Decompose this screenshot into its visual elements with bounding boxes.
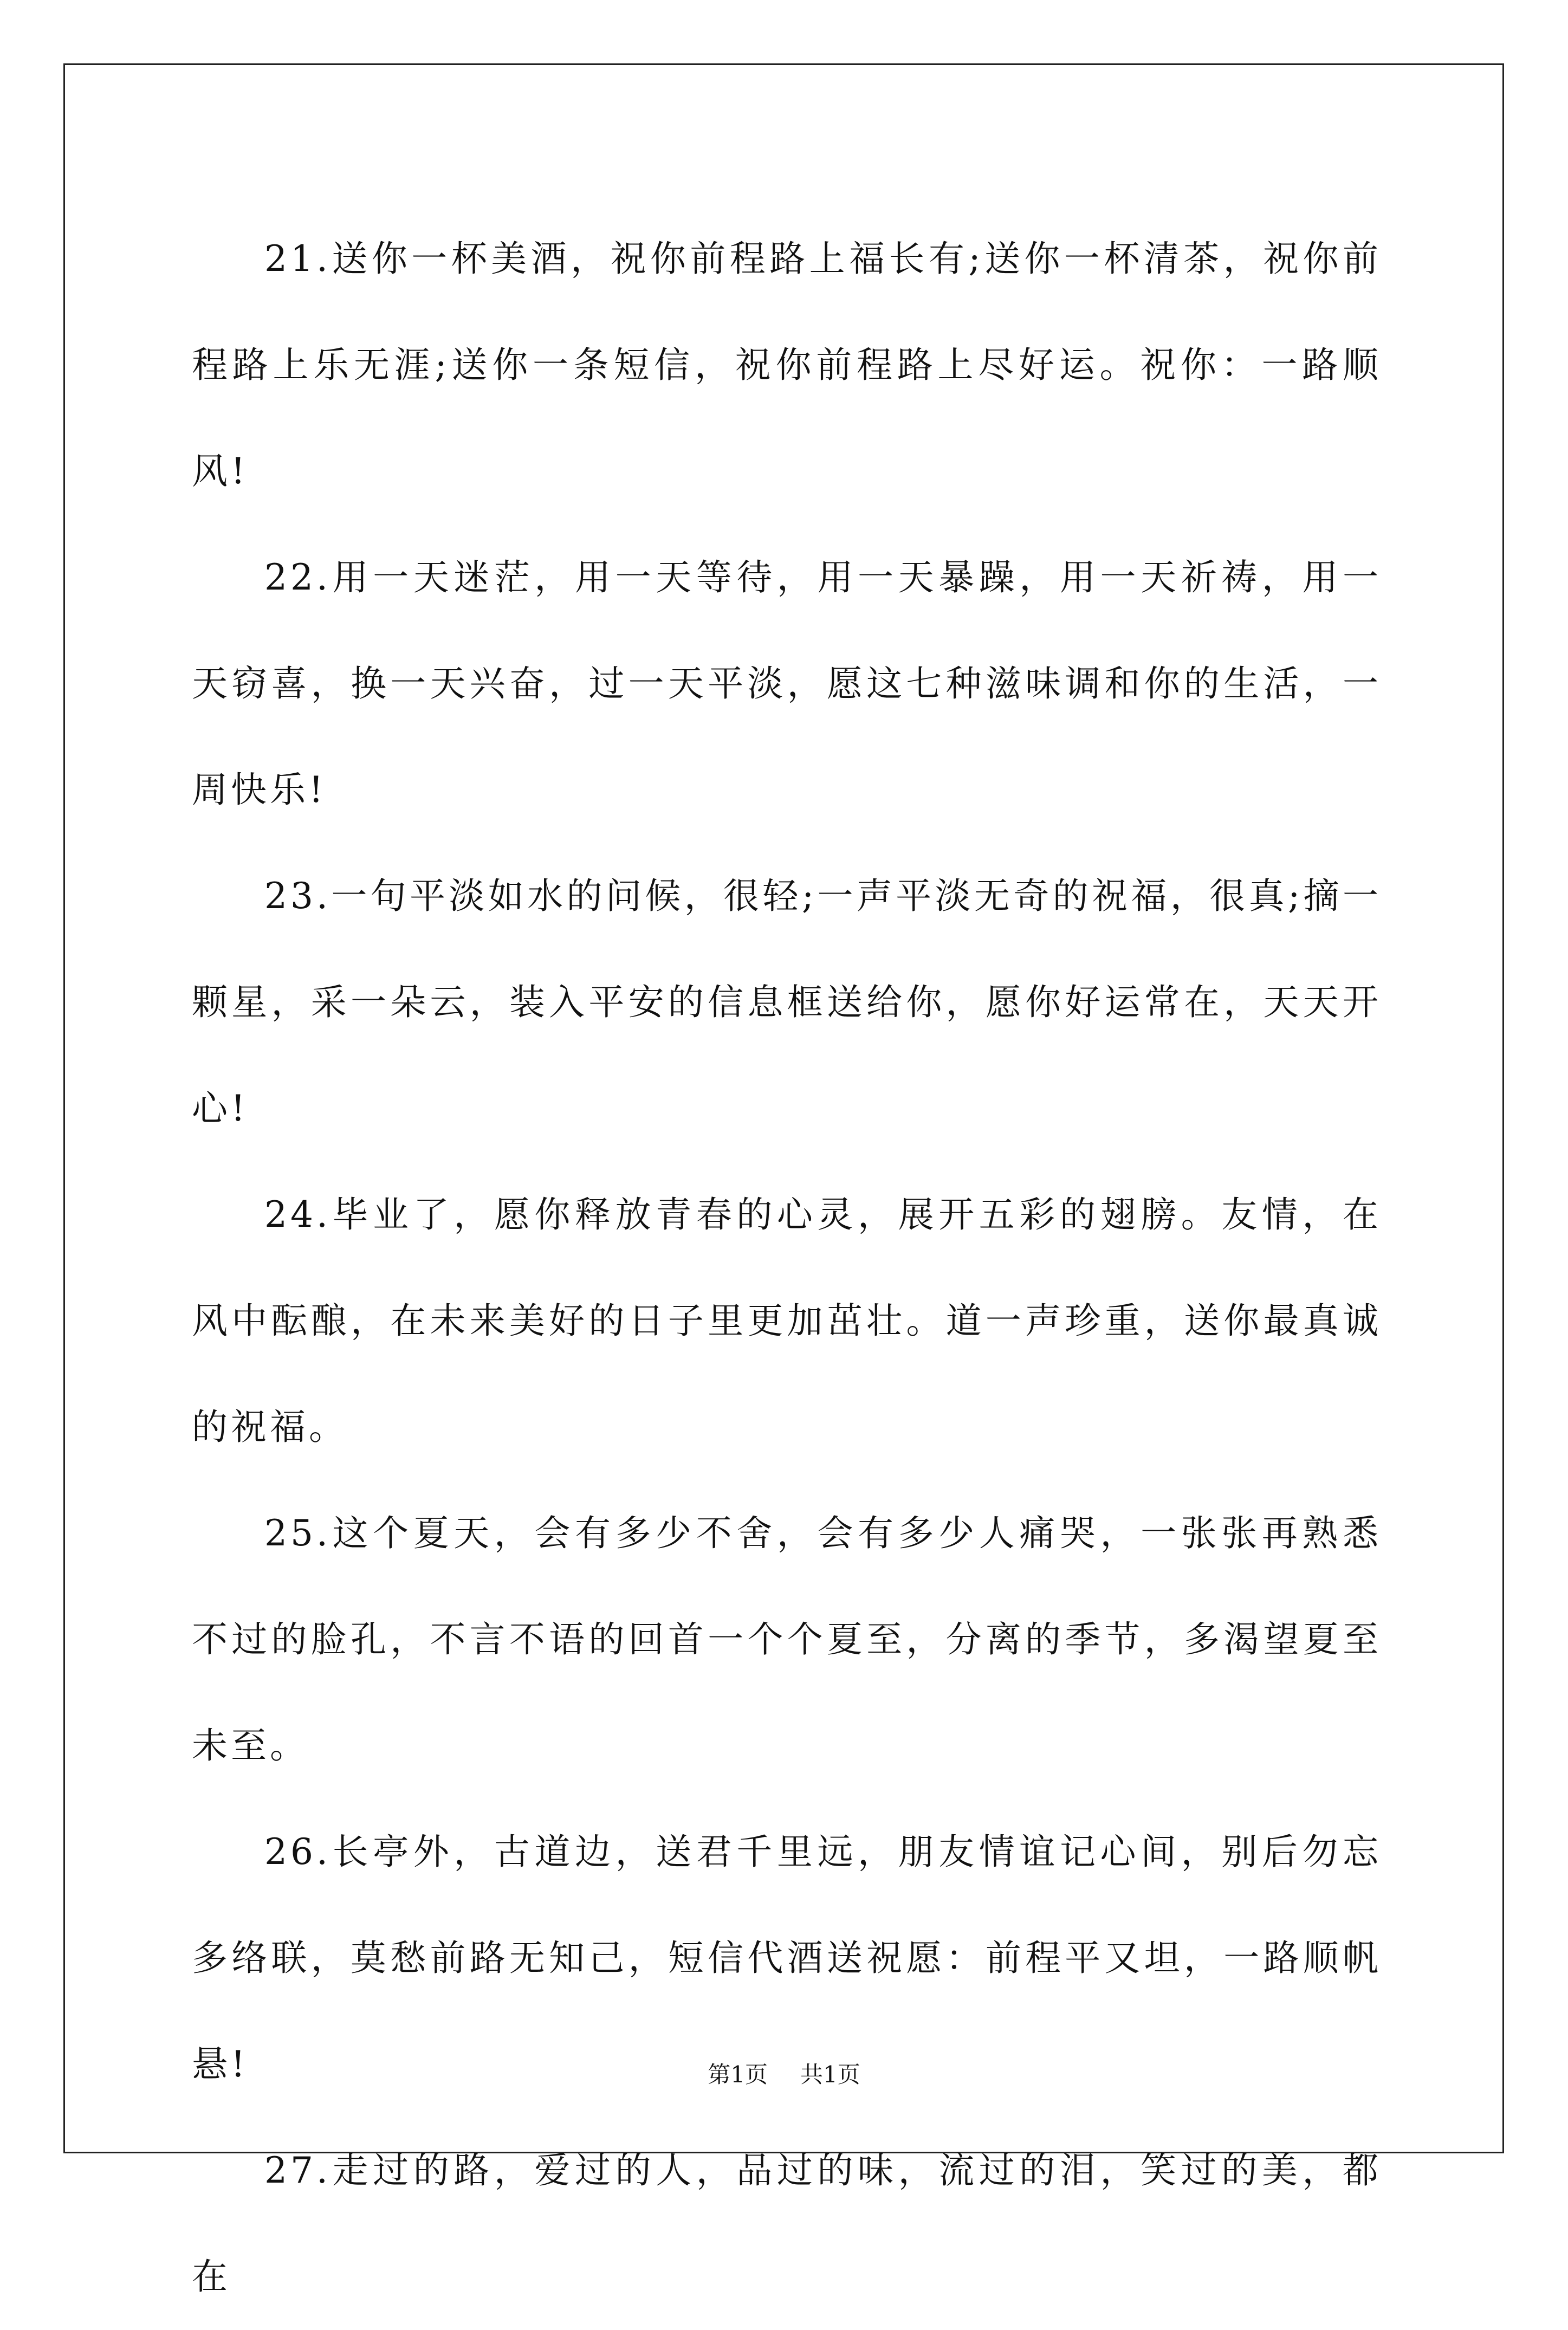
- paragraph-24: 24.毕业了，愿你释放青春的心灵，展开五彩的翅膀。友情，在风中酝酿，在未来美好的日子里更加茁壮。道一声珍重，送你最真诚的祝福。: [192, 1194, 1382, 1448]
- paragraph-27: 27.走过的路，爱过的人，品过的味，流过的泪，笑过的美，都在: [192, 2150, 1382, 2297]
- paragraph-26: 26.长亭外，古道边，送君千里远，朋友情谊记心间，别后勿忘多络联，莫愁前路无知己，短信代酒送祝愿：前程平又坦，一路顺帆悬!: [192, 1831, 1382, 2085]
- page-total: 共1页: [800, 2061, 860, 2088]
- paragraph-25: 25.这个夏天，会有多少不舍，会有多少人痛哭，一张张再熟悉不过的脸孔，不言不语的回首一个个夏至，分离的季节，多渴望夏至未至。: [192, 1512, 1382, 1766]
- document-body: [192, 206, 1382, 2330]
- page-footer: [0, 2061, 1568, 2088]
- paragraph-21: 21.送你一杯美酒，祝你前程路上福长有;送你一杯清茶，祝你前程路上乐无涯;送你一条短信，祝你前程路上尽好运。祝你：一路顺风!: [192, 238, 1382, 492]
- paragraph-23: 23.一句平淡如水的问候，很轻;一声平淡无奇的祝福，很真;摘一颗星，采一朵云，装入平安的信息框送给你，愿你好运常在，天天开心!: [192, 875, 1382, 1129]
- page-number: 第1页: [708, 2061, 768, 2088]
- paragraph-22: 22.用一天迷茫，用一天等待，用一天暴躁，用一天祈祷，用一天窃喜，换一天兴奋，过一天平淡，愿这七种滋味调和你的生活，一周快乐!: [192, 556, 1382, 811]
